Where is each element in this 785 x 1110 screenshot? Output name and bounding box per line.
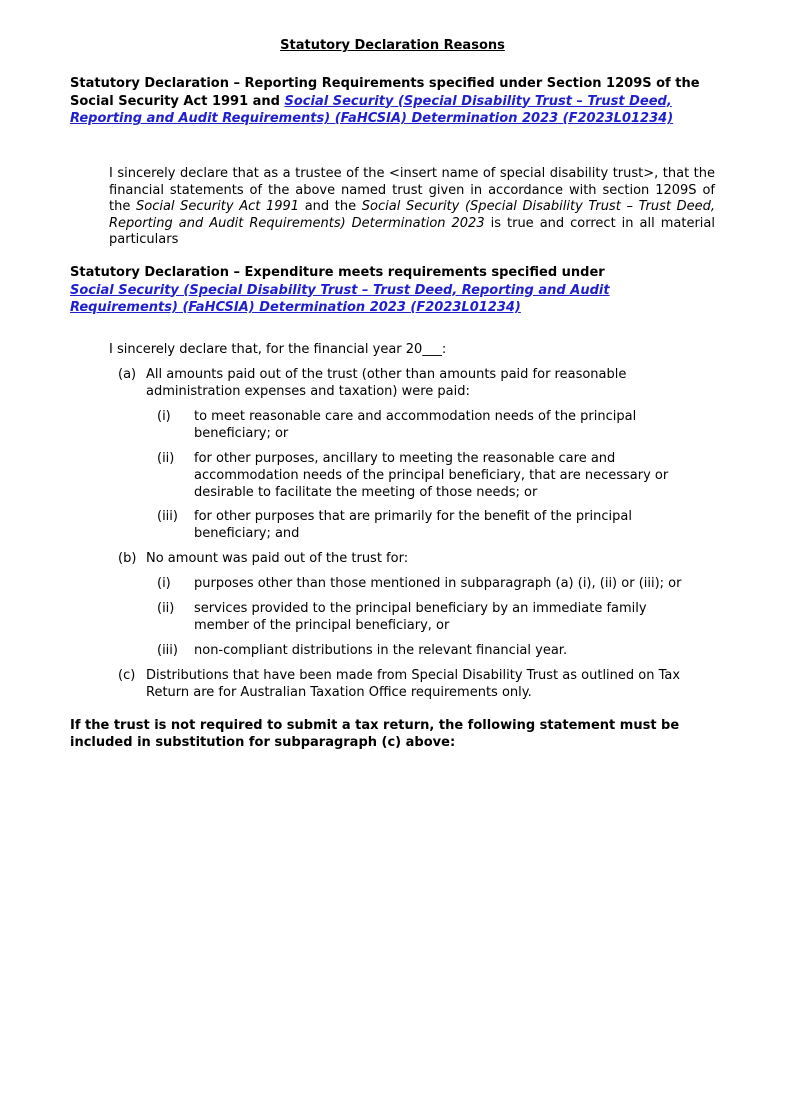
list-item-b-iii [157, 642, 697, 659]
list-item-b [118, 550, 678, 567]
list-label: (i) [157, 409, 171, 424]
list-label: (a) [118, 367, 137, 382]
list-item-a [118, 366, 678, 400]
determination-link-2[interactable]: Social Security (Special Disability Trust – Trust Deed, Reporting and Audit Requirements) (FaHCSIA) Determination 2023 (F2023L01234) [70, 282, 610, 315]
list-label: (c) [118, 668, 136, 683]
substitution-note: If the trust is not required to submit a tax return, the following statement must be included in substitution for subparagraph (c) above: [70, 718, 680, 750]
list-label: (ii) [157, 601, 175, 616]
list-item-b-ii [157, 600, 697, 634]
list-item-a-ii [157, 450, 697, 501]
list-text: for other purposes, ancillary to meeting the reasonable care and accommodation needs of the principal beneficiary, that are necessary or desirable to facilitate the meeting of those needs; or [194, 451, 669, 500]
section1-declaration: I sincerely declare that as a trustee of the <insert name of special disability trust>, that the financial statements of the above named trust given in accordance with section 1209S of the Social Security Act 1991 and the Social Security (Special Disability Trust – Trust Deed, Reporting and Audit Requirements) Determination 2023 is true and correct in all material particulars [109, 166, 716, 247]
list-label: (iii) [157, 509, 178, 524]
list-text: services provided to the principal beneficiary by an immediate family member of the principal beneficiary, or [194, 601, 647, 633]
section2-heading-text: Statutory Declaration – Expenditure meets requirements specified under [70, 265, 605, 280]
list-text: non-compliant distributions in the relevant financial year. [194, 643, 568, 658]
list-text: purposes other than those mentioned in subparagraph (a) (i), (ii) or (iii); or [194, 576, 682, 591]
list-item-b-i [157, 575, 717, 592]
section2-heading [70, 264, 630, 317]
list-label: (iii) [157, 643, 178, 658]
list-text: Distributions that have been made from Special Disability Trust as outlined on Tax Return are for Australian Taxation Office requirements only. [146, 668, 681, 700]
act-name: Social Security Act 1991 [135, 199, 300, 214]
list-label: (ii) [157, 451, 175, 466]
list-item-c [118, 667, 708, 701]
list-item-a-i [157, 408, 697, 442]
list-text: to meet reasonable care and accommodation needs of the principal beneficiary; or [194, 409, 637, 441]
section2-intro: I sincerely declare that, for the financial year 20___: [109, 342, 447, 357]
section1-heading [70, 75, 710, 128]
list-label: (i) [157, 576, 171, 591]
list-text: All amounts paid out of the trust (other than amounts paid for reasonable administration expenses and taxation) were paid: [146, 367, 627, 399]
list-text: for other purposes that are primarily for the benefit of the principal beneficiary; and [194, 509, 632, 541]
list-item-a-iii [157, 508, 697, 542]
determination-name: Social Security (Special Disability Trust – Trust Deed, Reporting and Audit Requirements) Determination 2023 [109, 199, 716, 231]
page-title: Statutory Declaration Reasons [280, 38, 505, 53]
list-label: (b) [118, 551, 137, 566]
section1-heading-text: Statutory Declaration – Reporting Requirements specified under Section 1209S of the Social Security Act 1991 and [70, 76, 700, 109]
determination-link-1[interactable]: Social Security (Special Disability Trust – Trust Deed, Reporting and Audit Requirements) (FaHCSIA) Determination 2023 (F2023L01234) [70, 93, 674, 126]
list-text: No amount was paid out of the trust for: [146, 551, 409, 566]
